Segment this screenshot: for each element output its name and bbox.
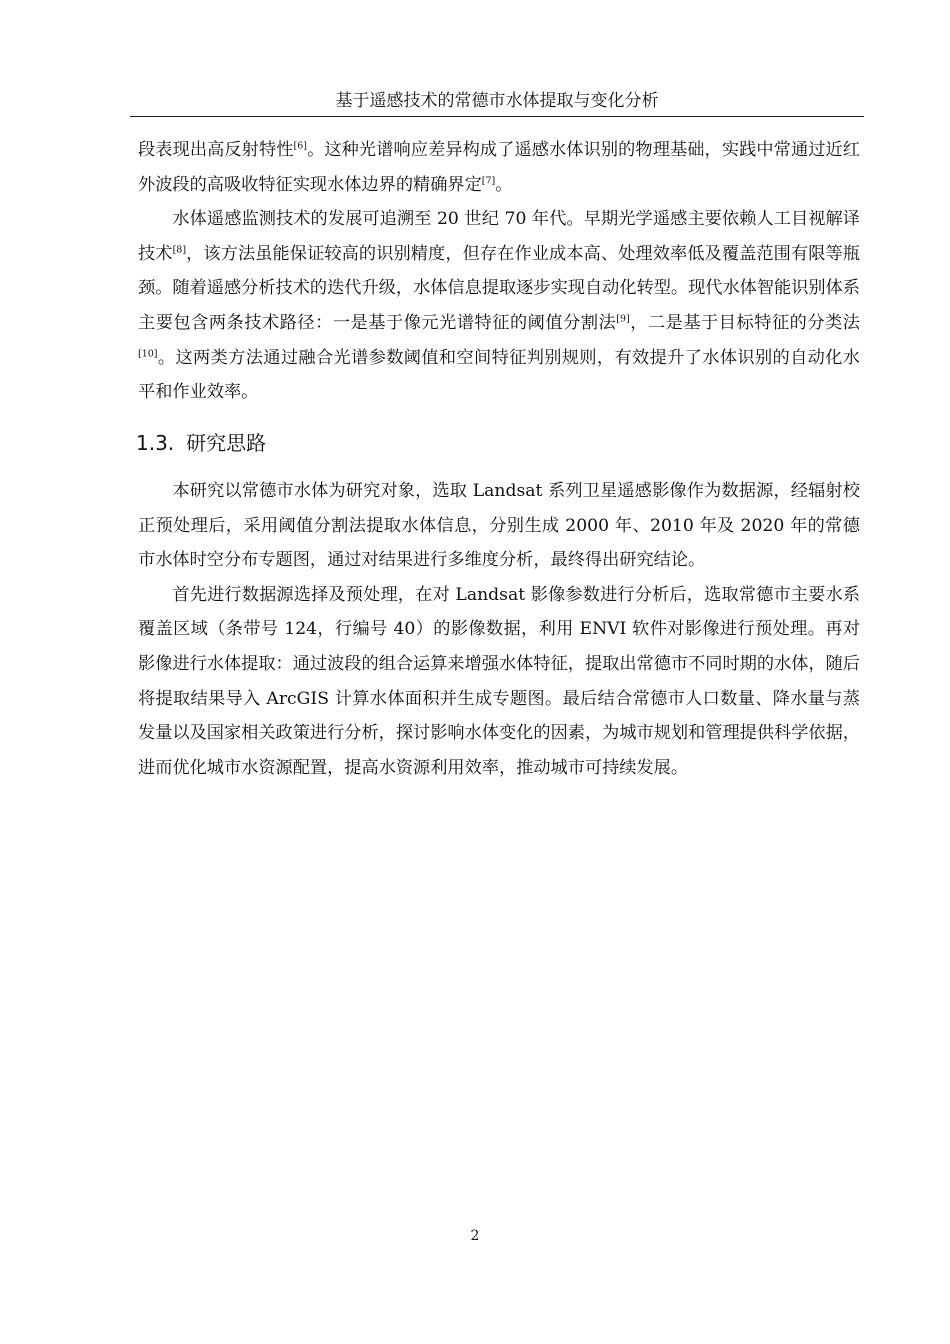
section-title: 研究思路 (186, 431, 267, 455)
page-number (0, 1226, 950, 1246)
citation-marker: [9] (616, 313, 630, 325)
paragraph-text: 本研究以常德市水体为研究对象，选取 Landsat 系列卫星遥感影像作为数据源，经辐射校正预处理后，采用阈值分割法提取水体信息，分别生成 2000 年、2010 年及 2020 年的常德市水体时空分布专题图，通过对结果进行多维度分析，最终得出研究结论。 (138, 481, 860, 571)
citation-marker: [8] (172, 244, 187, 256)
header-title: 基于遥感技术的常德市水体提取与变化分析 (335, 91, 659, 111)
body-text-top (138, 133, 860, 410)
paragraph-text: 。 (495, 174, 513, 195)
section-number: 1.3. (136, 431, 175, 455)
paragraph-text: 。这两类方法通过融合光谱参数阈值和空间特征判别规则，有效提升了水体识别的自动化水平和作业效率。 (138, 347, 860, 403)
paragraph (138, 578, 860, 786)
body-text-bottom (138, 474, 860, 785)
citation-marker: [10] (138, 347, 158, 359)
citation-marker: [6] (293, 140, 307, 152)
paragraph-text: 段表现出高反射特性 (138, 140, 294, 160)
page-number-value: 2 (470, 1228, 480, 1244)
paragraph-text: ，该方法虽能保证较高的识别精度，但存在作业成本高、处理效率低及覆盖范围有限等瓶颈。随着遥感分析技术的迭代升级，水体信息提取逐步实现自动化转型。现代水体智能识别体系主要包含两条技术路径：一是基于像元光谱特征的阈值分割法 (138, 243, 860, 333)
paragraph-text: ，二是基于目标特征的分类法 (629, 312, 860, 333)
section-heading (136, 428, 266, 458)
paragraph-text: 首先进行数据源选择及预处理，在对 Landsat 影像参数进行分析后，选取常德市主要水系覆盖区域（条带号 124，行编号 40）的影像数据，利用 ENVI 软件对影像进行预处理。再对影像进行水体提取：通过波段的组合运算来增强水体特征，提取出常德市不同时期的水体，随后将提取结果导入 ArcGIS 计算水体面积并生成专题图。最后结合常德市人口数量、降水量与蒸发量以及国家相关政策进行分析，探讨影响水体变化的因素，为城市规划和管理提供科学依据，进而优化城市水资源配置，提高水资源利用效率，推动城市可持续发展。 (138, 584, 860, 778)
paragraph-text: 水体遥感监测技术的发展可追溯至 20 世纪 70 年代。早期光学遥感主要依赖人工目视解译技术 (138, 209, 860, 264)
paragraph (138, 202, 860, 410)
paragraph (138, 474, 860, 578)
paragraph (138, 133, 860, 202)
citation-marker: [7] (481, 174, 496, 186)
paragraph-text: 。这种光谱响应差异构成了遥感水体识别的物理基础，实践中常通过近红外波段的高吸收特征实现水体边界的精确界定 (138, 140, 860, 195)
page-header (130, 88, 864, 117)
